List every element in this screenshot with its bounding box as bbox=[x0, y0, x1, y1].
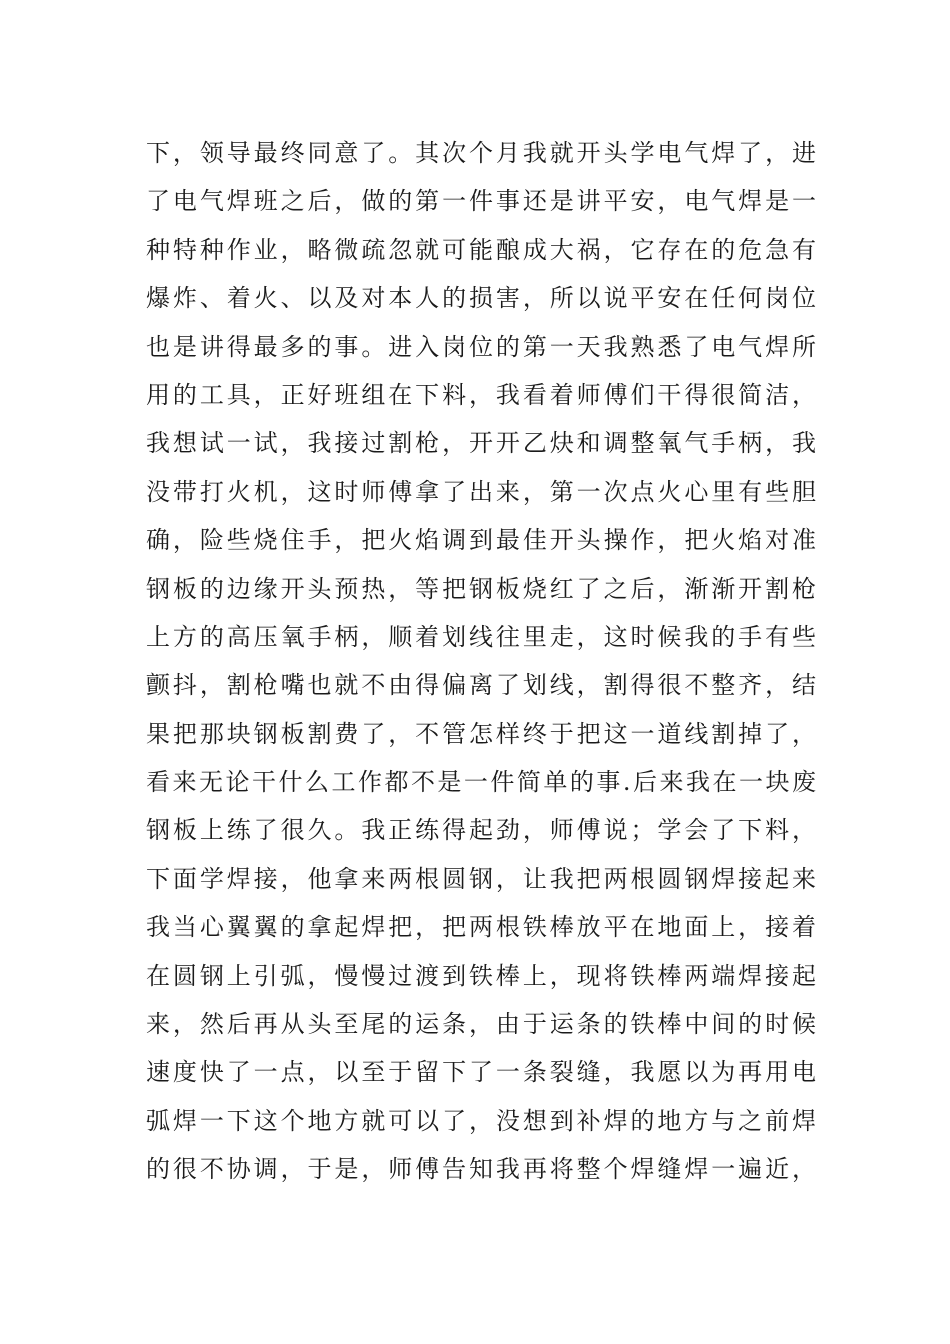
body-text bbox=[146, 129, 816, 1194]
text-line: 也是讲得最多的事。进入岗位的第一天我熟悉了电气焊所 bbox=[146, 332, 816, 361]
text-line: 我想试一试，我接过割枪，开开乙炔和调整氧气手柄，我 bbox=[146, 429, 816, 458]
text-line: 了电气焊班之后，做的第一件事还是讲平安，电气焊是一 bbox=[146, 187, 816, 216]
text-line: 速度快了一点，以至于留下了一条裂缝，我愿以为再用电 bbox=[146, 1058, 816, 1087]
text-line: 下，领导最终同意了。其次个月我就开头学电气焊了，进 bbox=[146, 139, 816, 167]
text-line: 在圆钢上引弧，慢慢过渡到铁棒上，现将铁棒两端焊接起 bbox=[146, 961, 816, 990]
text-line: 看来无论干什么工作都不是一件简单的事.后来我在一块废 bbox=[146, 768, 816, 797]
text-line: 我当心翼翼的拿起焊把，把两根铁棒放平在地面上，接着 bbox=[146, 913, 816, 942]
text-line: 果把那块钢板割费了，不管怎样终于把这一道线割掉了， bbox=[146, 719, 816, 748]
text-line: 来，然后再从头至尾的运条，由于运条的铁棒中间的时候 bbox=[146, 1010, 816, 1039]
text-line: 没带打火机，这时师傅拿了出来，第一次点火心里有些胆 bbox=[146, 477, 816, 506]
text-line: 种特种作业，略微疏忽就可能酿成大祸，它存在的危急有 bbox=[146, 235, 816, 264]
text-line: 的很不协调，于是，师傅告知我再将整个焊缝焊一遍近， bbox=[146, 1155, 816, 1184]
text-line: 上方的高压氧手柄，顺着划线往里走，这时候我的手有些 bbox=[146, 622, 816, 651]
text-line: 爆炸、着火、以及对本人的损害，所以说平安在任何岗位 bbox=[146, 284, 816, 313]
text-line: 钢板的边缘开头预热，等把钢板烧红了之后，渐渐开割枪 bbox=[146, 574, 816, 603]
text-line: 下面学焊接，他拿来两根圆钢，让我把两根圆钢焊接起来 bbox=[146, 864, 816, 893]
text-line: 颤抖，割枪嘴也就不由得偏离了划线，割得很不整齐，结 bbox=[146, 671, 816, 700]
text-line: 弧焊一下这个地方就可以了，没想到补焊的地方与之前焊 bbox=[146, 1106, 816, 1135]
text-line: 用的工具，正好班组在下料，我看着师傅们干得很简洁， bbox=[146, 380, 816, 409]
text-line: 钢板上练了很久。我正练得起劲，师傅说；学会了下料， bbox=[146, 816, 816, 845]
text-line: 确，险些烧住手，把火焰调到最佳开头操作，把火焰对准 bbox=[146, 526, 816, 555]
